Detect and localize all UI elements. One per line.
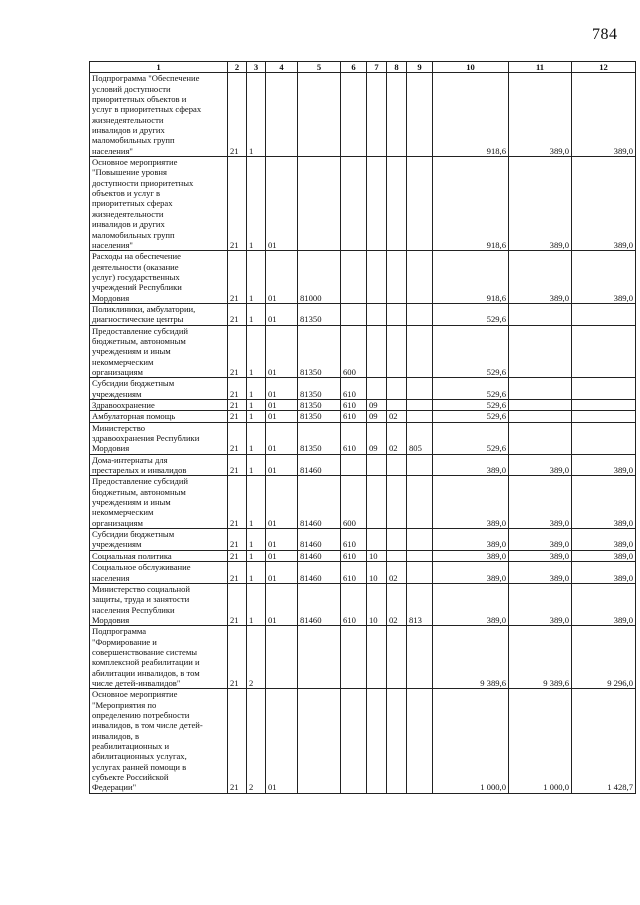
measure-code-cell: 01 bbox=[266, 422, 298, 454]
row-name-cell: Социальное обслуживание населения bbox=[90, 562, 228, 584]
measure-code-cell: 01 bbox=[266, 378, 298, 400]
measure-code-cell: 01 bbox=[266, 562, 298, 584]
amount-year-2-cell: 389,0 bbox=[509, 73, 572, 157]
ministry-code-cell bbox=[407, 251, 433, 304]
subsection-code-cell bbox=[387, 476, 407, 529]
subsection-code-cell: 02 bbox=[387, 422, 407, 454]
amount-year-3-cell: 9 296,0 bbox=[572, 626, 636, 689]
subprogram-code-cell: 1 bbox=[247, 157, 266, 251]
measure-code-cell: 01 bbox=[266, 583, 298, 625]
section-code-cell: 21 bbox=[228, 454, 247, 476]
column-header-1: 1 bbox=[90, 62, 228, 73]
subprogram-code-cell: 1 bbox=[247, 422, 266, 454]
ministry-code-cell bbox=[407, 626, 433, 689]
table-row bbox=[90, 325, 636, 378]
row-name-cell: Министерство здравоохранения Республики Мордовия bbox=[90, 422, 228, 454]
table-row bbox=[90, 689, 636, 793]
subsection-code-cell bbox=[387, 73, 407, 157]
amount-year-2-cell: 389,0 bbox=[509, 251, 572, 304]
amount-year-2-cell bbox=[509, 303, 572, 325]
expense-type-code-cell bbox=[341, 454, 367, 476]
measure-code-cell: 01 bbox=[266, 325, 298, 378]
expense-type-code-cell: 610 bbox=[341, 378, 367, 400]
column-header-3: 3 bbox=[247, 62, 266, 73]
amount-year-2-cell: 389,0 bbox=[509, 454, 572, 476]
column-header-6: 6 bbox=[341, 62, 367, 73]
amount-year-1-cell: 529,6 bbox=[433, 303, 509, 325]
row-name-cell: Субсидии бюджетным учреждениям bbox=[90, 378, 228, 400]
amount-year-2-cell bbox=[509, 325, 572, 378]
subsection-code-cell: 02 bbox=[387, 411, 407, 422]
expense-code-cell bbox=[298, 73, 341, 157]
amount-year-1-cell: 529,6 bbox=[433, 422, 509, 454]
subprogram-code-cell: 1 bbox=[247, 476, 266, 529]
table-row bbox=[90, 454, 636, 476]
subprogram-code-cell: 1 bbox=[247, 325, 266, 378]
measure-code-cell: 01 bbox=[266, 411, 298, 422]
row-name-cell: Предоставление субсидий бюджетным, автономным учреждениям и иным некоммерческим организациям bbox=[90, 476, 228, 529]
row-name-cell: Расходы на обеспечение деятельности (оказание услуг) государственных учреждений Республики Мордовия bbox=[90, 251, 228, 304]
expense-code-cell: 81460 bbox=[298, 583, 341, 625]
table-row bbox=[90, 422, 636, 454]
row-name-cell: Здравоохранение bbox=[90, 400, 228, 411]
amount-year-3-cell bbox=[572, 303, 636, 325]
amount-year-2-cell bbox=[509, 422, 572, 454]
table-body bbox=[90, 73, 636, 793]
subsection-code-cell bbox=[387, 529, 407, 551]
ministry-code-cell bbox=[407, 325, 433, 378]
table-row bbox=[90, 400, 636, 411]
section-code-2-cell bbox=[367, 626, 387, 689]
section-code-2-cell bbox=[367, 378, 387, 400]
measure-code-cell: 01 bbox=[266, 689, 298, 793]
table-row bbox=[90, 529, 636, 551]
amount-year-2-cell bbox=[509, 411, 572, 422]
amount-year-3-cell: 389,0 bbox=[572, 454, 636, 476]
expense-type-code-cell: 610 bbox=[341, 583, 367, 625]
table-row bbox=[90, 303, 636, 325]
page-number: 784 bbox=[592, 26, 618, 43]
amount-year-3-cell: 389,0 bbox=[572, 562, 636, 584]
section-code-2-cell: 09 bbox=[367, 411, 387, 422]
section-code-cell: 21 bbox=[228, 422, 247, 454]
subprogram-code-cell: 1 bbox=[247, 583, 266, 625]
amount-year-1-cell: 389,0 bbox=[433, 583, 509, 625]
section-code-2-cell bbox=[367, 454, 387, 476]
table-row bbox=[90, 550, 636, 561]
amount-year-2-cell: 389,0 bbox=[509, 529, 572, 551]
expense-type-code-cell: 600 bbox=[341, 476, 367, 529]
amount-year-3-cell bbox=[572, 422, 636, 454]
subprogram-code-cell: 1 bbox=[247, 251, 266, 304]
amount-year-1-cell: 529,6 bbox=[433, 378, 509, 400]
table-row bbox=[90, 378, 636, 400]
amount-year-3-cell: 389,0 bbox=[572, 550, 636, 561]
expense-type-code-cell: 610 bbox=[341, 400, 367, 411]
subprogram-code-cell: 1 bbox=[247, 400, 266, 411]
section-code-2-cell: 09 bbox=[367, 400, 387, 411]
section-code-cell: 21 bbox=[228, 550, 247, 561]
amount-year-1-cell: 389,0 bbox=[433, 562, 509, 584]
amount-year-2-cell bbox=[509, 378, 572, 400]
row-name-cell: Министерство социальной защиты, труда и занятости населения Республики Мордовия bbox=[90, 583, 228, 625]
subprogram-code-cell: 1 bbox=[247, 454, 266, 476]
section-code-cell: 21 bbox=[228, 476, 247, 529]
budget-table bbox=[89, 61, 636, 794]
measure-code-cell bbox=[266, 626, 298, 689]
expense-type-code-cell: 610 bbox=[341, 529, 367, 551]
section-code-2-cell bbox=[367, 529, 387, 551]
subsection-code-cell bbox=[387, 378, 407, 400]
expense-code-cell bbox=[298, 689, 341, 793]
subprogram-code-cell: 1 bbox=[247, 562, 266, 584]
subsection-code-cell bbox=[387, 626, 407, 689]
expense-code-cell: 81350 bbox=[298, 400, 341, 411]
ministry-code-cell bbox=[407, 303, 433, 325]
table-row bbox=[90, 476, 636, 529]
subsection-code-cell bbox=[387, 325, 407, 378]
expense-code-cell: 81350 bbox=[298, 378, 341, 400]
amount-year-1-cell: 9 389,6 bbox=[433, 626, 509, 689]
amount-year-1-cell: 918,6 bbox=[433, 251, 509, 304]
amount-year-1-cell: 529,6 bbox=[433, 325, 509, 378]
expense-code-cell: 81350 bbox=[298, 303, 341, 325]
column-header-4: 4 bbox=[266, 62, 298, 73]
measure-code-cell: 01 bbox=[266, 454, 298, 476]
amount-year-3-cell bbox=[572, 411, 636, 422]
subprogram-code-cell: 1 bbox=[247, 378, 266, 400]
section-code-2-cell: 10 bbox=[367, 583, 387, 625]
subsection-code-cell bbox=[387, 251, 407, 304]
subprogram-code-cell: 1 bbox=[247, 529, 266, 551]
amount-year-3-cell bbox=[572, 378, 636, 400]
expense-code-cell: 81000 bbox=[298, 251, 341, 304]
table-row bbox=[90, 583, 636, 625]
section-code-2-cell bbox=[367, 325, 387, 378]
expense-code-cell: 81350 bbox=[298, 411, 341, 422]
subsection-code-cell bbox=[387, 303, 407, 325]
amount-year-2-cell: 389,0 bbox=[509, 562, 572, 584]
measure-code-cell: 01 bbox=[266, 400, 298, 411]
amount-year-2-cell: 389,0 bbox=[509, 583, 572, 625]
expense-type-code-cell bbox=[341, 689, 367, 793]
section-code-cell: 21 bbox=[228, 251, 247, 304]
expense-type-code-cell bbox=[341, 73, 367, 157]
row-name-cell: Предоставление субсидий бюджетным, автономным учреждениям и иным некоммерческим организациям bbox=[90, 325, 228, 378]
row-name-cell: Социальная политика bbox=[90, 550, 228, 561]
amount-year-2-cell bbox=[509, 400, 572, 411]
amount-year-2-cell: 389,0 bbox=[509, 550, 572, 561]
row-name-cell: Субсидии бюджетным учреждениям bbox=[90, 529, 228, 551]
amount-year-3-cell: 389,0 bbox=[572, 529, 636, 551]
ministry-code-cell bbox=[407, 529, 433, 551]
section-code-2-cell bbox=[367, 303, 387, 325]
subprogram-code-cell: 1 bbox=[247, 73, 266, 157]
measure-code-cell: 01 bbox=[266, 476, 298, 529]
section-code-cell: 21 bbox=[228, 157, 247, 251]
subsection-code-cell bbox=[387, 400, 407, 411]
table-row bbox=[90, 73, 636, 157]
expense-type-code-cell: 610 bbox=[341, 411, 367, 422]
expense-type-code-cell: 610 bbox=[341, 562, 367, 584]
row-name-cell: Основное мероприятие "Повышение уровня доступности приоритетных объектов и услуг в приоритетных сферах жизнедеятельности инвалидов и других маломобильных групп населения" bbox=[90, 157, 228, 251]
expense-type-code-cell bbox=[341, 626, 367, 689]
section-code-cell: 21 bbox=[228, 626, 247, 689]
column-header-5: 5 bbox=[298, 62, 341, 73]
subsection-code-cell bbox=[387, 689, 407, 793]
ministry-code-cell bbox=[407, 400, 433, 411]
section-code-cell: 21 bbox=[228, 689, 247, 793]
column-header-9: 9 bbox=[407, 62, 433, 73]
amount-year-1-cell: 389,0 bbox=[433, 476, 509, 529]
table-row bbox=[90, 411, 636, 422]
expense-code-cell bbox=[298, 157, 341, 251]
column-header-7: 7 bbox=[367, 62, 387, 73]
expense-type-code-cell: 610 bbox=[341, 422, 367, 454]
column-header-10: 10 bbox=[433, 62, 509, 73]
subprogram-code-cell: 1 bbox=[247, 550, 266, 561]
expense-type-code-cell bbox=[341, 303, 367, 325]
ministry-code-cell bbox=[407, 454, 433, 476]
section-code-cell: 21 bbox=[228, 400, 247, 411]
amount-year-2-cell: 389,0 bbox=[509, 476, 572, 529]
measure-code-cell: 01 bbox=[266, 251, 298, 304]
column-header-2: 2 bbox=[228, 62, 247, 73]
expense-code-cell: 81350 bbox=[298, 422, 341, 454]
amount-year-3-cell: 389,0 bbox=[572, 476, 636, 529]
section-code-2-cell bbox=[367, 689, 387, 793]
amount-year-2-cell: 1 000,0 bbox=[509, 689, 572, 793]
section-code-cell: 21 bbox=[228, 529, 247, 551]
ministry-code-cell bbox=[407, 550, 433, 561]
section-code-2-cell bbox=[367, 476, 387, 529]
ministry-code-cell bbox=[407, 689, 433, 793]
expense-code-cell: 81460 bbox=[298, 454, 341, 476]
amount-year-2-cell: 9 389,6 bbox=[509, 626, 572, 689]
section-code-2-cell bbox=[367, 73, 387, 157]
row-name-cell: Дома-интернаты для престарелых и инвалидов bbox=[90, 454, 228, 476]
amount-year-3-cell: 389,0 bbox=[572, 251, 636, 304]
amount-year-1-cell: 389,0 bbox=[433, 454, 509, 476]
amount-year-1-cell: 529,6 bbox=[433, 411, 509, 422]
amount-year-3-cell: 389,0 bbox=[572, 583, 636, 625]
expense-code-cell bbox=[298, 626, 341, 689]
subsection-code-cell bbox=[387, 454, 407, 476]
expense-type-code-cell bbox=[341, 251, 367, 304]
measure-code-cell bbox=[266, 73, 298, 157]
column-header-11: 11 bbox=[509, 62, 572, 73]
section-code-cell: 21 bbox=[228, 325, 247, 378]
section-code-2-cell bbox=[367, 251, 387, 304]
table-row bbox=[90, 251, 636, 304]
amount-year-3-cell bbox=[572, 325, 636, 378]
section-code-cell: 21 bbox=[228, 583, 247, 625]
section-code-2-cell: 10 bbox=[367, 550, 387, 561]
row-name-cell: Амбулаторная помощь bbox=[90, 411, 228, 422]
expense-code-cell: 81460 bbox=[298, 550, 341, 561]
measure-code-cell: 01 bbox=[266, 157, 298, 251]
measure-code-cell: 01 bbox=[266, 550, 298, 561]
amount-year-1-cell: 389,0 bbox=[433, 529, 509, 551]
expense-code-cell: 81460 bbox=[298, 476, 341, 529]
amount-year-3-cell: 389,0 bbox=[572, 73, 636, 157]
expense-code-cell: 81460 bbox=[298, 529, 341, 551]
ministry-code-cell bbox=[407, 157, 433, 251]
amount-year-1-cell: 529,6 bbox=[433, 400, 509, 411]
subsection-code-cell: 02 bbox=[387, 583, 407, 625]
amount-year-3-cell bbox=[572, 400, 636, 411]
amount-year-1-cell: 918,6 bbox=[433, 73, 509, 157]
subprogram-code-cell: 2 bbox=[247, 689, 266, 793]
row-name-cell: Подпрограмма "Формирование и совершенствование системы комплексной реабилитации и абилитации инвалидов, в том числе детей-инвалидов" bbox=[90, 626, 228, 689]
amount-year-1-cell: 1 000,0 bbox=[433, 689, 509, 793]
section-code-2-cell: 10 bbox=[367, 562, 387, 584]
ministry-code-cell bbox=[407, 411, 433, 422]
ministry-code-cell bbox=[407, 562, 433, 584]
section-code-2-cell: 09 bbox=[367, 422, 387, 454]
row-name-cell: Основное мероприятие "Мероприятия по определению потребности инвалидов, в том числе детей- инвалидов, в реабилитационных и абилитационных услугах, услугах ранней помощи в субъекте Российской Федерации" bbox=[90, 689, 228, 793]
section-code-cell: 21 bbox=[228, 303, 247, 325]
ministry-code-cell bbox=[407, 378, 433, 400]
ministry-code-cell: 813 bbox=[407, 583, 433, 625]
section-code-cell: 21 bbox=[228, 73, 247, 157]
expense-code-cell: 81460 bbox=[298, 562, 341, 584]
expense-type-code-cell: 600 bbox=[341, 325, 367, 378]
ministry-code-cell bbox=[407, 73, 433, 157]
measure-code-cell: 01 bbox=[266, 529, 298, 551]
table-row bbox=[90, 626, 636, 689]
table-row bbox=[90, 157, 636, 251]
section-code-cell: 21 bbox=[228, 411, 247, 422]
subsection-code-cell bbox=[387, 157, 407, 251]
row-name-cell: Подпрограмма "Обеспечение условий доступности приоритетных объектов и услуг в приоритетных сферах жизнедеятельности инвалидов и других маломобильных групп населения" bbox=[90, 73, 228, 157]
subsection-code-cell: 02 bbox=[387, 562, 407, 584]
section-code-2-cell bbox=[367, 157, 387, 251]
section-code-cell: 21 bbox=[228, 378, 247, 400]
ministry-code-cell bbox=[407, 476, 433, 529]
subsection-code-cell bbox=[387, 550, 407, 561]
amount-year-3-cell: 1 428,7 bbox=[572, 689, 636, 793]
expense-code-cell: 81350 bbox=[298, 325, 341, 378]
amount-year-3-cell: 389,0 bbox=[572, 157, 636, 251]
amount-year-1-cell: 389,0 bbox=[433, 550, 509, 561]
column-header-8: 8 bbox=[387, 62, 407, 73]
section-code-cell: 21 bbox=[228, 562, 247, 584]
table-row bbox=[90, 562, 636, 584]
subprogram-code-cell: 2 bbox=[247, 626, 266, 689]
table-header bbox=[90, 62, 636, 73]
amount-year-2-cell: 389,0 bbox=[509, 157, 572, 251]
subprogram-code-cell: 1 bbox=[247, 303, 266, 325]
header-row bbox=[90, 62, 636, 73]
expense-type-code-cell: 610 bbox=[341, 550, 367, 561]
subprogram-code-cell: 1 bbox=[247, 411, 266, 422]
expense-type-code-cell bbox=[341, 157, 367, 251]
row-name-cell: Поликлиники, амбулатории, диагностические центры bbox=[90, 303, 228, 325]
ministry-code-cell: 805 bbox=[407, 422, 433, 454]
measure-code-cell: 01 bbox=[266, 303, 298, 325]
column-header-12: 12 bbox=[572, 62, 636, 73]
amount-year-1-cell: 918,6 bbox=[433, 157, 509, 251]
